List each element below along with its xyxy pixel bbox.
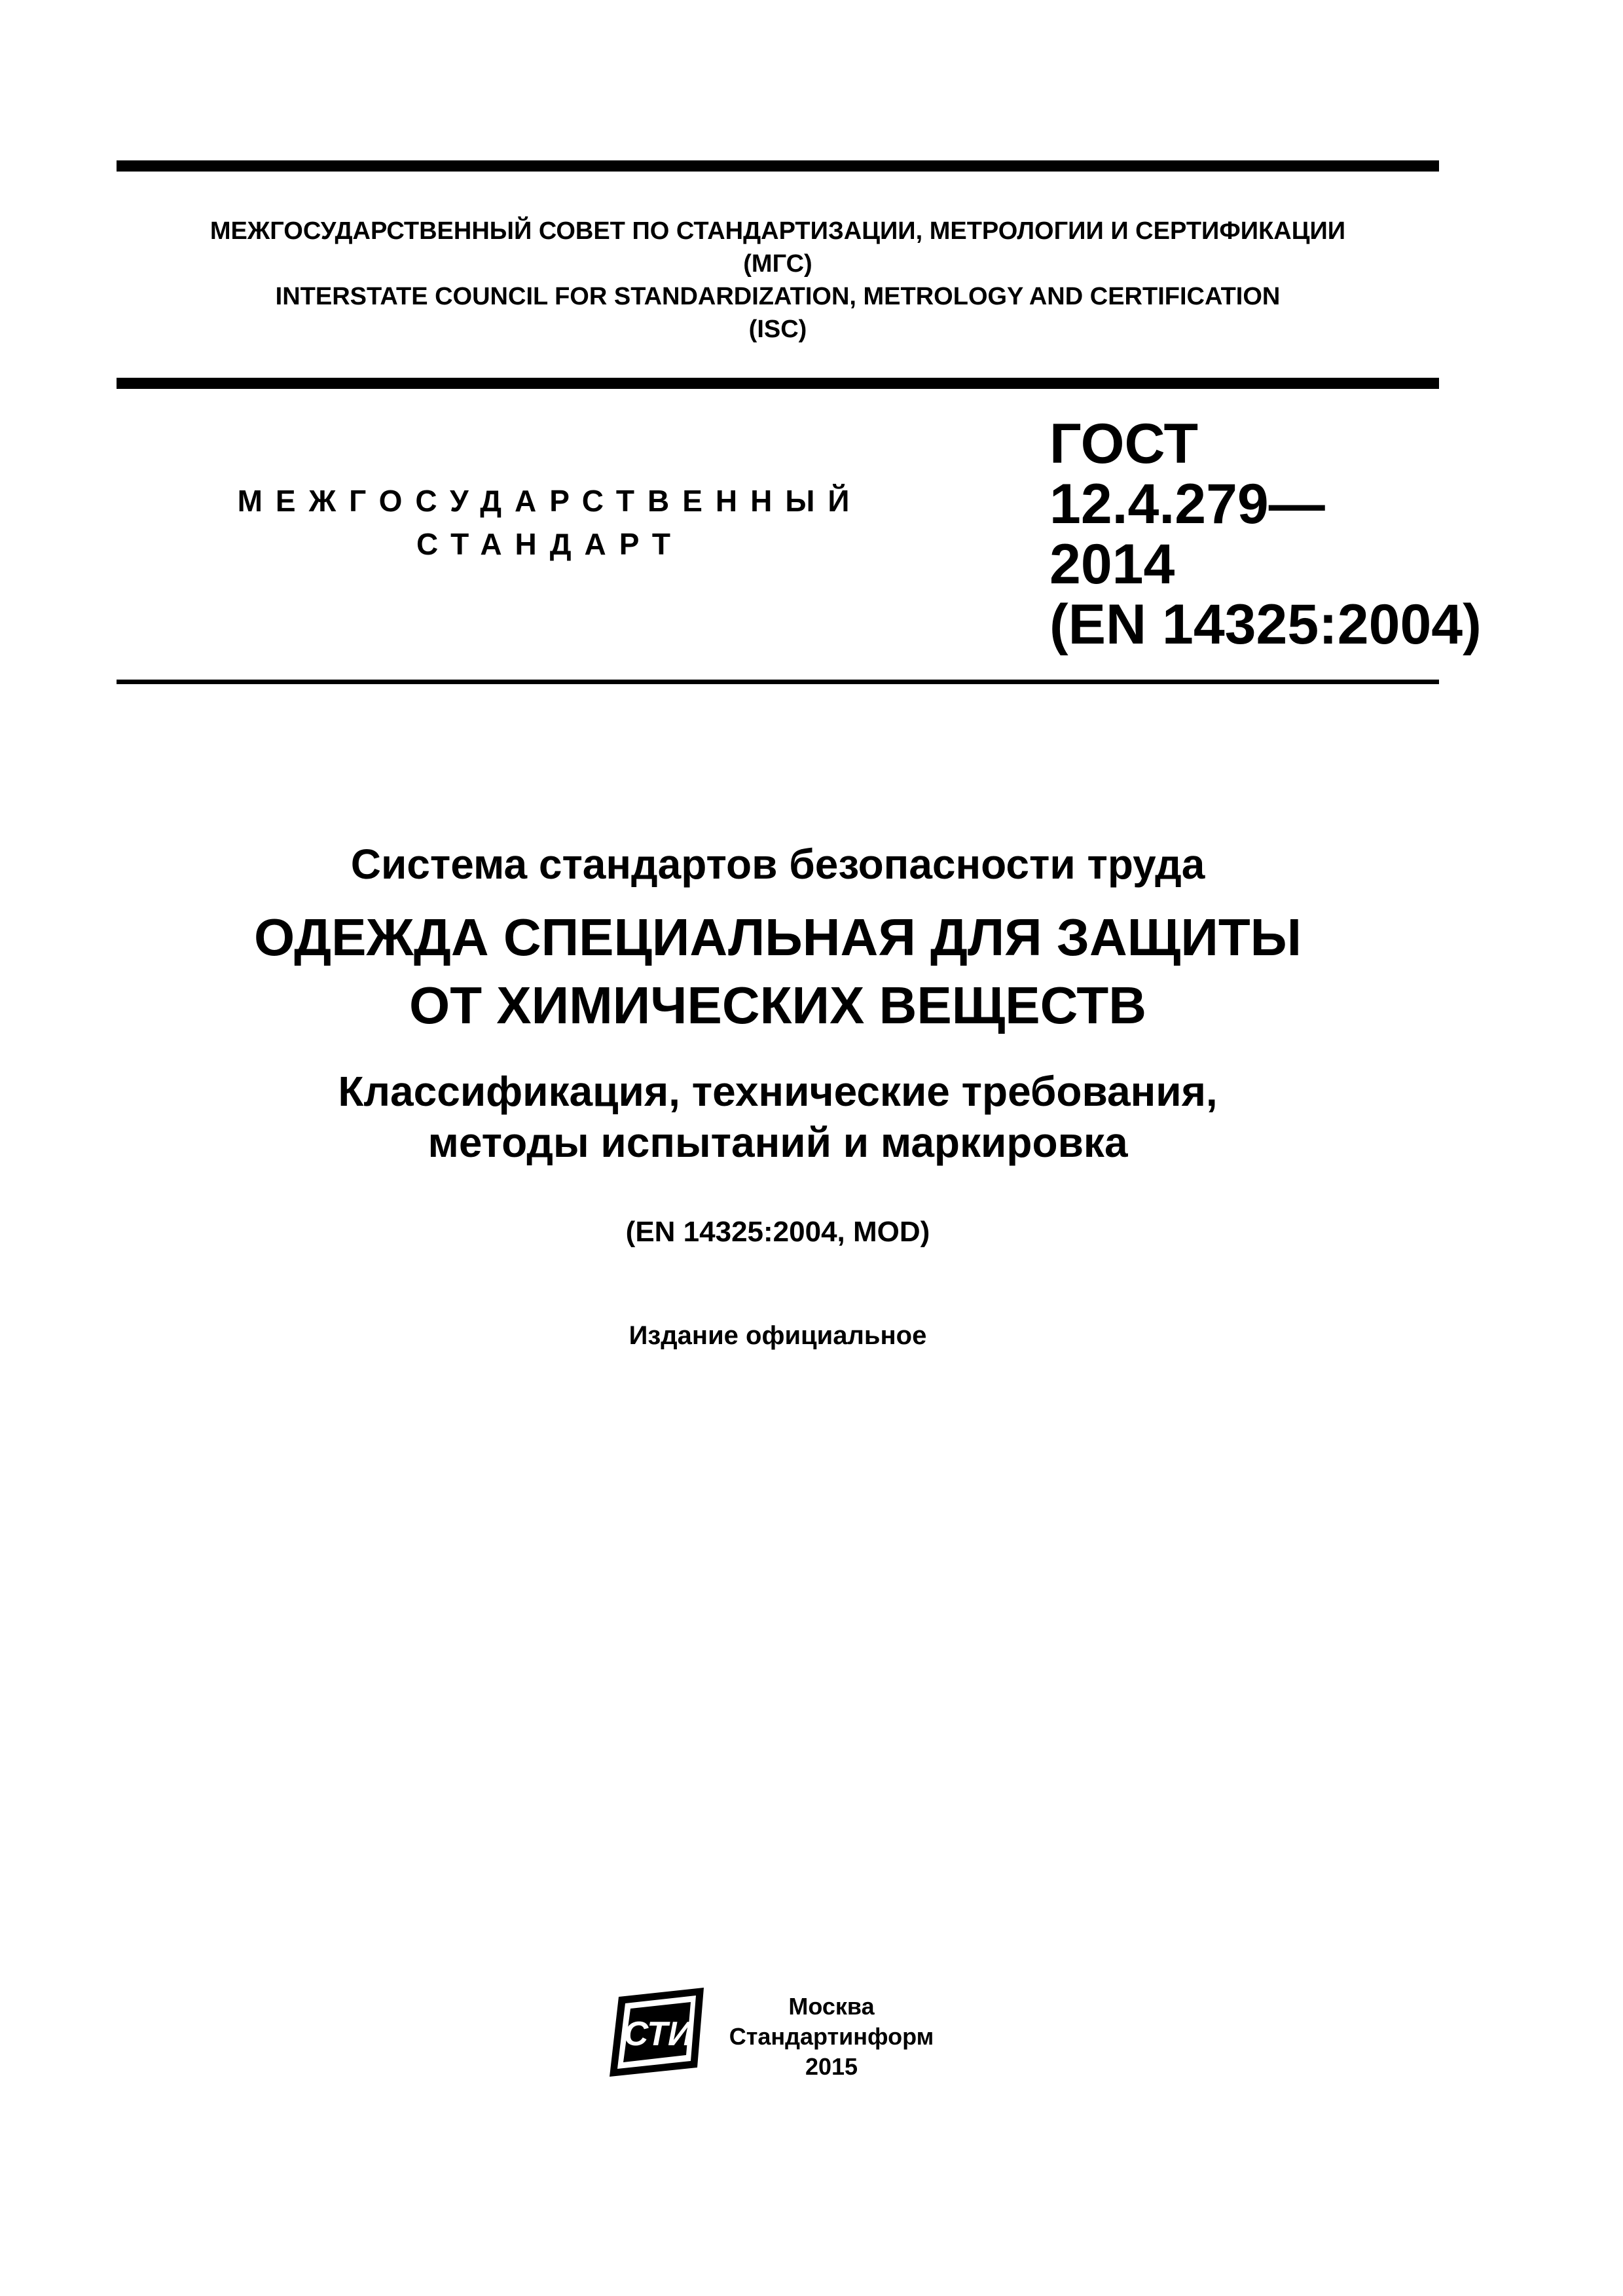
gost-label: ГОСТ <box>1049 412 1199 475</box>
gost-en-reference: (EN 14325:2004) <box>1049 593 1482 656</box>
publisher-city: Москва <box>788 1993 875 2020</box>
subtitle-line1: Классификация, технические требования, <box>338 1068 1218 1115</box>
subtitle <box>117 1066 1439 1168</box>
header-rule <box>117 378 1439 389</box>
main-title-line2: ОТ ХИМИЧЕСКИХ ВЕЩЕСТВ <box>409 976 1146 1034</box>
edition-note: Издание официальное <box>629 1321 927 1350</box>
logo-text: СТИ <box>623 2015 693 2053</box>
standard-kind <box>216 479 884 566</box>
council-header <box>117 215 1439 346</box>
council-name-en: INTERSTATE COUNCIL FOR STANDARDIZATION, METROLOGY AND CERTIFICATION <box>275 283 1281 310</box>
gost-dash: — <box>1268 473 1325 536</box>
subtitle-line2: методы испытаний и маркировка <box>428 1119 1128 1166</box>
council-abbr-ru: (МГС) <box>743 250 812 278</box>
publisher-year: 2015 <box>805 2053 858 2080</box>
main-title-line1: ОДЕЖДА СПЕЦИАЛЬНАЯ ДЛЯ ЗАЩИТЫ <box>254 908 1302 966</box>
modification-note: (EN 14325:2004, MOD) <box>625 1216 930 1248</box>
main-title <box>117 903 1439 1040</box>
gost-designation <box>1049 412 1482 656</box>
series-title: Система стандартов безопасности труда <box>350 841 1205 888</box>
standard-kind-line2: СТАНДАРТ <box>416 527 684 561</box>
council-name-ru: МЕЖГОСУДАРСТВЕННЫЙ СОВЕТ ПО СТАНДАРТИЗАЦИИ, МЕТРОЛОГИИ И СЕРТИФИКАЦИИ <box>210 217 1346 245</box>
publisher-block <box>727 1992 936 2082</box>
title-block <box>117 838 1439 1353</box>
gost-year: 2014 <box>1049 533 1175 596</box>
standard-kind-line1: МЕЖГОСУДАРСТВЕННЫЙ <box>237 484 863 518</box>
top-rule <box>117 160 1439 172</box>
designation-rule <box>117 680 1439 684</box>
council-abbr-en: (ISC) <box>748 316 807 343</box>
standartinform-logo-icon <box>610 1988 704 2077</box>
gost-number-line <box>1049 474 1429 534</box>
gost-number: 12.4.279 <box>1049 473 1269 536</box>
publisher-name: Стандартинформ <box>729 2023 934 2050</box>
